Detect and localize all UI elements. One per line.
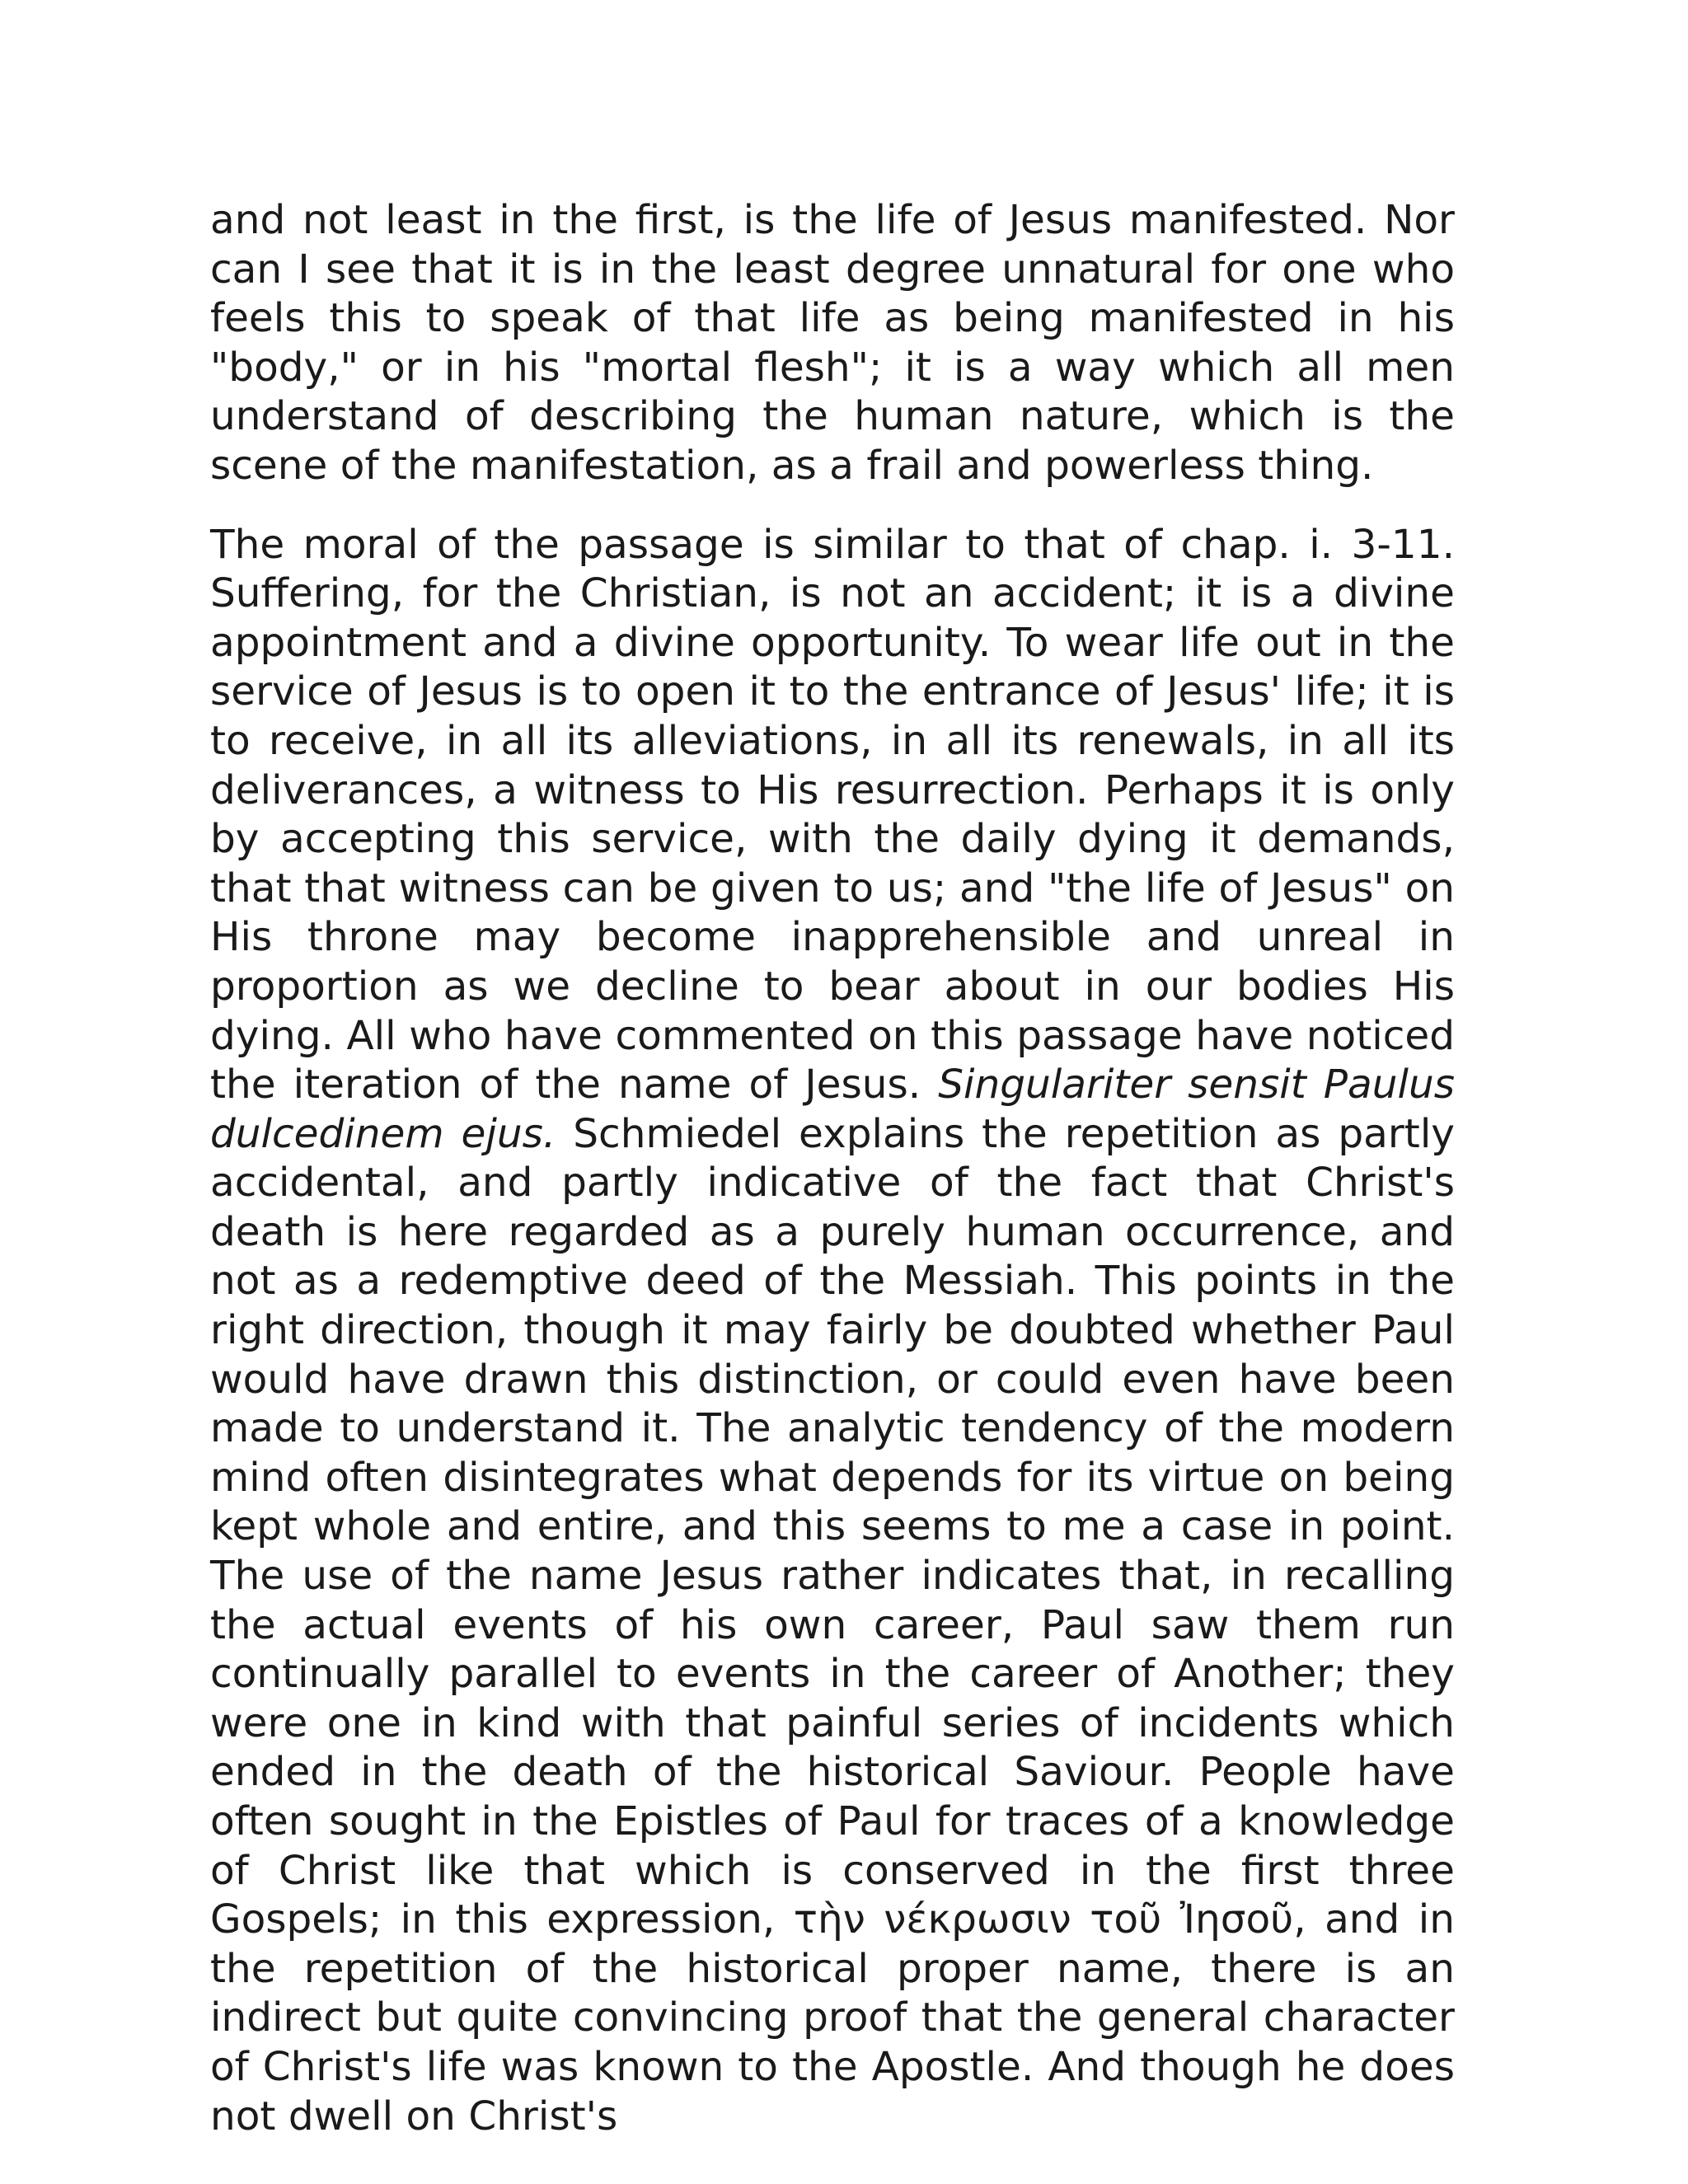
paragraph-1-text: and not least in the first, is the life of Jesus manifested. Nor can I see that it is in the least degree unnatural for one who feels this to speak of that life as being manifested in his "body," or in his "mortal flesh"; it is a way which all men understand of describing the human nature, which is the scene of the manifestation, as a frail and powerless thing. xyxy=(210,197,1455,489)
paragraph-1 xyxy=(210,196,1455,491)
paragraph-2 xyxy=(210,521,1455,2142)
paragraph-2-text-after-italic: Schmiedel explains the repetition as partly accidental, and partly indicative of the fact that Christ's death is here regarded as a purely human occurrence, and not as a redemptive deed of the Messiah. This points in the right direction, though it may fairly be doubted whether Paul would have drawn this distinction, or could even have been made to understand it. The analytic tendency of the modern mind often disintegrates what depends for its virtue on being kept whole and entire, and this seems to me a case in point. The use of the name Jesus rather indicates that, in recalling the actual events of his own career, Paul saw them run continually parallel to events in the career of Another; they were one in kind with that painful series of incidents which ended in the death of the historical Saviour. People have often sought in the Epistles of Paul for traces of a knowledge of Christ like that which is conserved in the first three Gospels; in this expression, τὴν νέκρωσιν τοῦ Ἰησοῦ, and in the repetition of the historical proper name, there is an indirect but quite convincing proof that the general character of Christ's life was known to the Apostle. And though he does not dwell on Christ's xyxy=(210,1110,1455,2139)
latin-quotation: Singulariter sensit Paulus dulcedinem ejus. xyxy=(210,1062,1455,1157)
paragraph-2-text-before-italic: The moral of the passage is similar to that of chap. i. 3-11. Suffering, for the Christian, is not an accident; it is a divine appointment and a divine opportunity. To wear life out in the service of Jesus is to open it to the entrance of Jesus' life; it is to receive, in all its alleviations, in all its renewals, in all its deliverances, a witness to His resurrection. Perhaps it is only by accepting this service, with the daily dying it demands, that that witness can be given to us; and "the life of Jesus" on His throne may become inapprehensible and unreal in proportion as we decline to bear about in our bodies His dying. All who have commented on this passage have noticed the iteration of the name of Jesus. xyxy=(210,521,1455,1108)
page-body xyxy=(210,196,1455,2141)
